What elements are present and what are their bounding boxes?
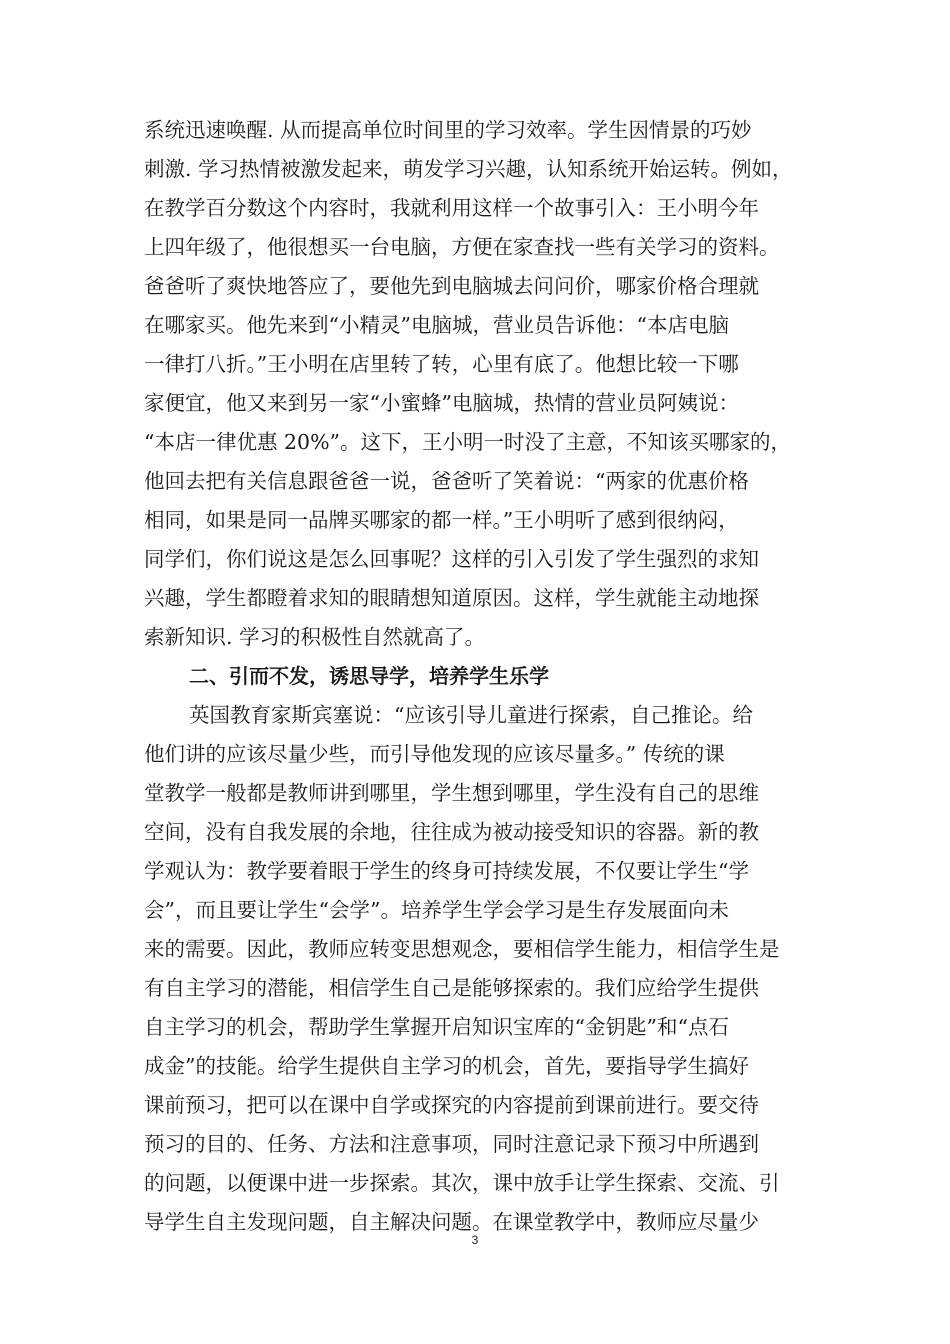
text-line: 一律打八折。”王小明在店里转了转，心里有底了。他想比较一下哪	[144, 352, 739, 376]
text-line: 爸爸听了爽快地答应了，要他先到电脑城去问问价，哪家价格合理就	[144, 274, 759, 298]
text-line: 他回去把有关信息跟爸爸一说，爸爸听了笑着说：“两家的优惠价格	[144, 469, 749, 493]
text-line: 会”，而且要让学生“会学”。培养学生学会学习是生存发展面向未	[144, 898, 729, 922]
text-line: “本店一律优惠 20%”。这下，王小明一时没了主意，不知该买哪家的，	[144, 430, 792, 454]
text-line: 在哪家买。他先来到“小精灵”电脑城，营业员告诉他：“本店电脑	[144, 313, 729, 337]
text-line: 来的需要。因此，教师应转变思想观念，要相信学生能力，相信学生是	[144, 937, 780, 961]
text-line: 在教学百分数这个内容时，我就利用这样一个故事引入：王小明今年	[144, 196, 759, 220]
text-line: 导学生自主发现问题，自主解决问题。在课堂教学中，教师应尽量少	[144, 1210, 759, 1234]
paragraph-2	[144, 696, 806, 1242]
text-line: 成金”的技能。给学生提供自主学习的机会，首先，要指导学生搞好	[144, 1054, 749, 1078]
section-heading: 二、引而不发，诱思导学，培养学生乐学	[189, 664, 549, 688]
text-line: 有自主学习的潜能，相信学生自己是能够探索的。我们应给学生提供	[144, 976, 759, 1000]
text-line: 英国教育家斯宾塞说：“应该引导儿童进行探索，自己推论。给	[189, 703, 753, 727]
text-line: 学观认为：教学要着眼于学生的终身可持续发展，不仅要让学生“学	[144, 859, 749, 883]
text-line: 堂教学一般都是教师讲到哪里，学生想到哪里，学生没有自己的思维	[144, 781, 759, 805]
text-line: 课前预习，把可以在课中自学或探究的内容提前到课前进行。要交待	[144, 1093, 759, 1117]
text-line: 兴趣，学生都瞪着求知的眼睛想知道原因。这样，学生就能主动地探	[144, 586, 759, 610]
paragraph-1	[144, 111, 806, 657]
text-line: 的问题，以便课中进一步探索。其次，课中放手让学生探索、交流、引	[144, 1171, 780, 1195]
text-line: 上四年级了，他很想买一台电脑，方便在家查找一些有关学习的资料。	[144, 235, 780, 259]
text-line: 刺激. 学习热情被激发起来，萌发学习兴趣，认知系统开始运转。例如，	[144, 157, 793, 181]
text-line: 自主学习的机会，帮助学生掌握开启知识宝库的“金钥匙”和“点石	[144, 1015, 729, 1039]
text-line: 系统迅速唤醒. 从而提高单位时间里的学习效率。学生因情景的巧妙	[144, 118, 752, 142]
text-line: 相同，如果是同一品牌买哪家的都一样。”王小明听了感到很纳闷，	[144, 508, 739, 532]
document-body	[144, 111, 806, 1242]
text-line: 家便宜，他又来到另一家“小蜜蜂”电脑城，热情的营业员阿姨说：	[144, 391, 739, 415]
text-line: 预习的目的、任务、方法和注意事项，同时注意记录下预习中所遇到	[144, 1132, 759, 1156]
page-number: 3	[471, 1233, 479, 1247]
text-line: 同学们，你们说这是怎么回事呢？这样的引入引发了学生强烈的求知	[144, 547, 759, 571]
text-line: 空间，没有自我发展的余地，往往成为被动接受知识的容器。新的教	[144, 820, 759, 844]
text-line: 索新知识. 学习的积极性自然就高了。	[144, 625, 486, 649]
text-line: 他们讲的应该尽量少些，而引导他发现的应该尽量多。” 传统的课	[144, 742, 725, 766]
